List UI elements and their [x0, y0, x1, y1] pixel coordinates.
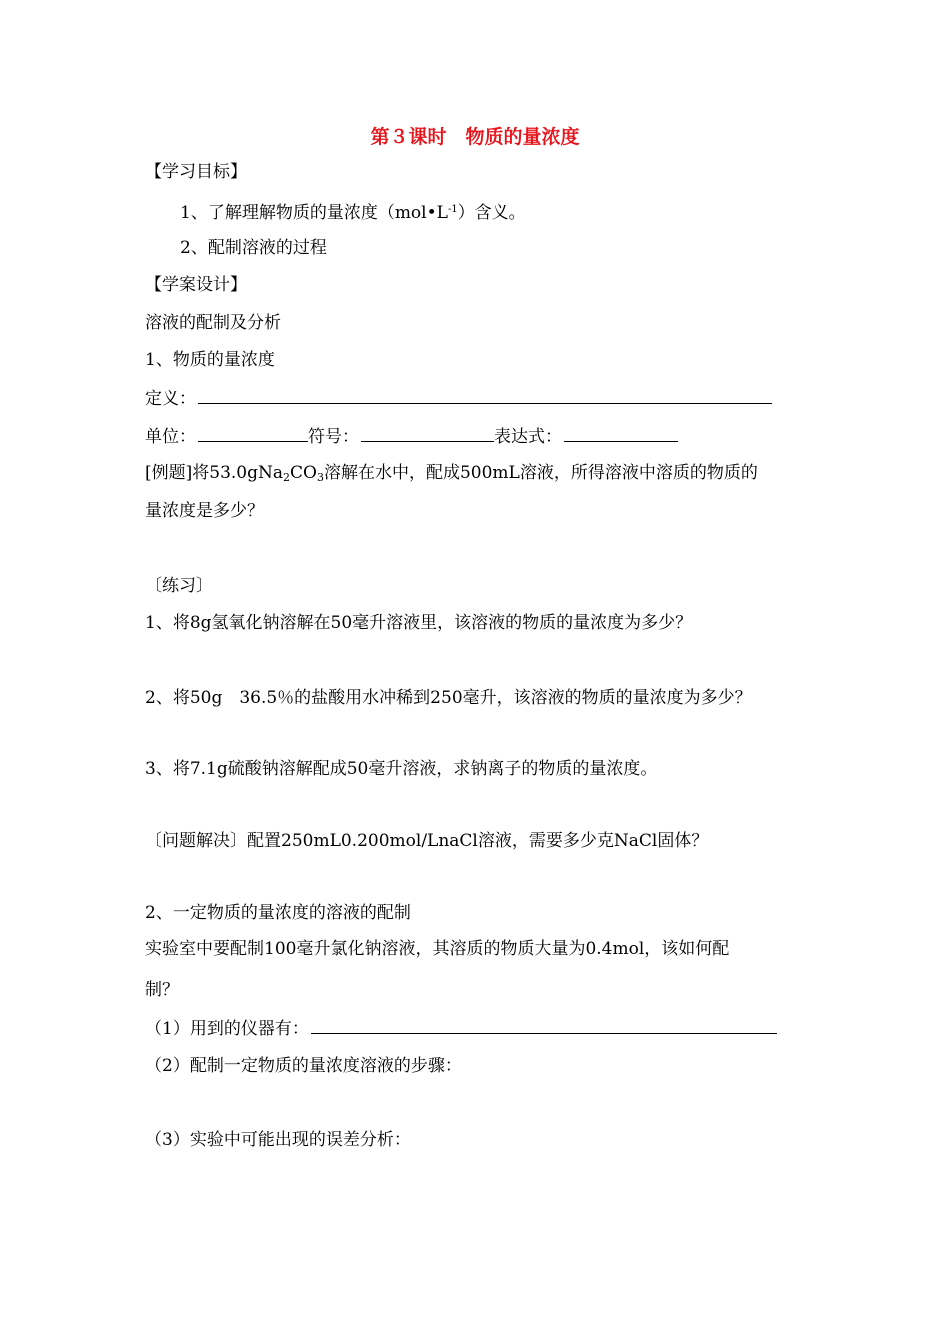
- unit-label: 单位：: [145, 427, 196, 447]
- example-sub-2: 3: [316, 471, 324, 484]
- unit-blank[interactable]: [198, 424, 308, 442]
- steps-question: （2）配制一定物质的量浓度溶液的步骤：: [145, 1056, 462, 1076]
- objective-item-2: 2、配制溶液的过程: [180, 238, 327, 258]
- section-2-heading: 2、一定物质的量浓度的溶液的配制: [145, 903, 411, 923]
- design-heading: 【学案设计】: [145, 275, 247, 295]
- objective-item-1: [180, 198, 526, 225]
- objectives-heading: 【学习目标】: [145, 162, 247, 182]
- practice-heading: 〔练习〕: [145, 576, 213, 596]
- example-sub-1: 2: [283, 471, 291, 484]
- design-topic: 溶液的配制及分析: [145, 313, 281, 333]
- section-2-text-2: 制？: [145, 980, 179, 1000]
- objective-item-1-sup: -1: [447, 204, 458, 215]
- practice-question-1: 1、将8g氢氧化钠溶解在50毫升溶液里，该溶液的物质的量浓度为多少？: [145, 613, 693, 633]
- practice-question-3: 3、将7.1g硫酸钠溶解配成50毫升溶液，求钠离子的物质的量浓度。: [145, 759, 658, 779]
- expression-label: 表达式：: [494, 427, 562, 447]
- example-line-1: [145, 461, 758, 490]
- example-line-2: 量浓度是多少？: [145, 501, 264, 521]
- section-1-heading: 1、物质的量浓度: [145, 350, 275, 370]
- problem-solving: 〔问题解决〕配置250mL0.200mol/LnaCl溶液，需要多少克NaCl固体？: [145, 831, 709, 851]
- example-text-post: 溶解在水中，配成500mL溶液，所得溶液中溶质的物质的: [323, 463, 758, 483]
- example-text-pre: [例题]将53.0gNa: [145, 463, 284, 483]
- instruments-row: [145, 1016, 777, 1041]
- definition-row: [145, 386, 772, 411]
- error-analysis-question: （3）实验中可能出现的误差分析：: [145, 1130, 411, 1150]
- practice-question-2: 2、将50g 36.5％的盐酸用水冲稀到250毫升，该溶液的物质的量浓度为多少？: [145, 688, 752, 708]
- instruments-label: （1）用到的仪器有：: [145, 1019, 309, 1039]
- objective-item-1-post: ）含义。: [457, 203, 526, 223]
- symbol-blank[interactable]: [361, 424, 494, 442]
- example-text-mid: CO: [290, 463, 317, 483]
- definition-blank[interactable]: [198, 386, 772, 404]
- definition-label: 定义：: [145, 389, 196, 409]
- expression-blank[interactable]: [564, 424, 678, 442]
- symbol-label: 符号：: [308, 427, 359, 447]
- unit-symbol-expression-row: [145, 424, 678, 449]
- page-title: 第３课时 物质的量浓度: [370, 126, 580, 148]
- section-2-text-1: 实验室中要配制100毫升氯化钠溶液，其溶质的物质大量为0.4mol，该如何配: [145, 939, 730, 959]
- objective-item-1-text: 1、了解理解物质的量浓度（mol•L: [180, 203, 448, 223]
- instruments-blank[interactable]: [311, 1016, 777, 1034]
